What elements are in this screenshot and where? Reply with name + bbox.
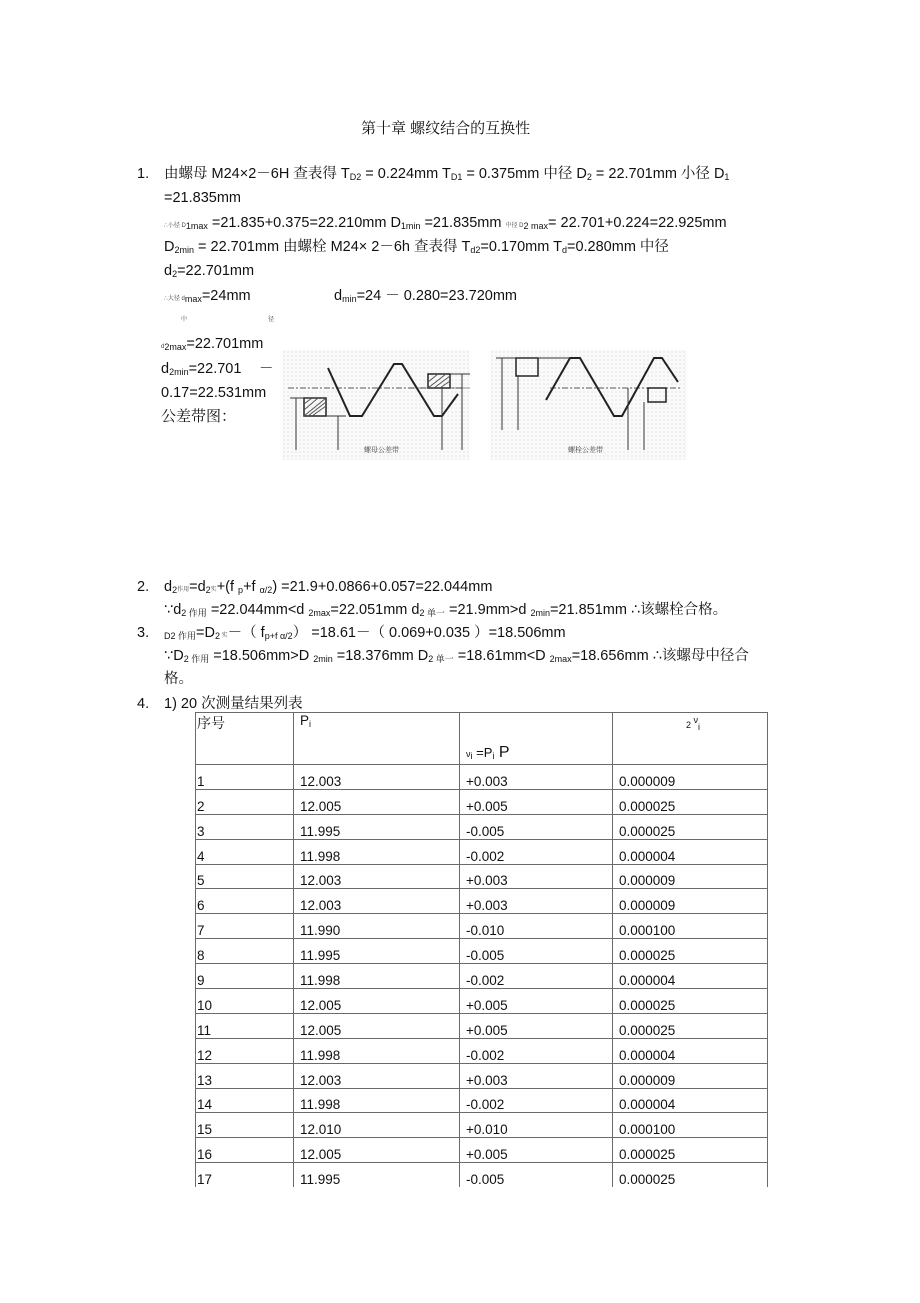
- cell-index: 11: [196, 1013, 294, 1038]
- nut-diagram-caption: 螺母公差带: [364, 447, 399, 454]
- cell-residual: +0.005: [460, 1138, 613, 1163]
- table-row: [196, 814, 768, 839]
- cell-index: 16: [196, 1138, 294, 1163]
- cell-residual: -0.002: [460, 964, 613, 989]
- table-row: [196, 839, 768, 864]
- cell-residual-squared: 0.000025: [613, 1163, 768, 1187]
- bolt-tolerance-diagram: [490, 350, 687, 460]
- cell-index: 10: [196, 989, 294, 1014]
- cell-p: 11.990: [294, 914, 460, 939]
- table-row: [196, 1138, 768, 1163]
- cell-residual: +0.003: [460, 864, 613, 889]
- problem-2-line-1: $d_2$作用$=d_2$实+(f $_p$+f $_{\alpha/2}$) =21.9+0.0866+0.057=22.044mm: [164, 579, 493, 595]
- cell-index: 7: [196, 914, 294, 939]
- header-residual: $\nu_i =P_i$ P: [460, 713, 613, 765]
- cell-residual: +0.005: [460, 989, 613, 1014]
- measurement-table: [195, 712, 768, 1187]
- cell-p: 11.998: [294, 839, 460, 864]
- page-title: 第十章 螺纹结合的互换性: [361, 120, 531, 137]
- cell-p: 12.003: [294, 765, 460, 790]
- problem-3-line-1: $_{D2 作用}=D_2$ 实－（ $f_{p+f \alpha/2}) =18.61-$（ 0.069+0.035 ）=18.506mm: [164, 625, 566, 641]
- problem-1-line-2: =21.835mm: [164, 190, 241, 206]
- cell-residual-squared: 0.000025: [613, 1138, 768, 1163]
- problem-3-line-3: 格。: [164, 671, 193, 687]
- header-index: 序号: [196, 713, 294, 765]
- cell-p: 11.995: [294, 814, 460, 839]
- table-row: [196, 864, 768, 889]
- cell-index: 8: [196, 939, 294, 964]
- table-row: [196, 1063, 768, 1088]
- problem-1-line-9: $d_{2min}=22.701$: [161, 361, 242, 377]
- cell-p: 12.005: [294, 789, 460, 814]
- cell-index: 13: [196, 1063, 294, 1088]
- cell-index: 1: [196, 765, 294, 790]
- cell-p: 11.998: [294, 964, 460, 989]
- problem-2-line-2: $\because d_{2 作用} =22.044mm<d$ $_{2max}$=22.051mm $d_{2 单一} =21.9mm>d$ $_{2min}$=21.851mm ∴该螺栓合格。: [164, 602, 728, 618]
- nut-tolerance-diagram: [282, 350, 470, 460]
- cell-residual-squared: 0.000004: [613, 964, 768, 989]
- cell-index: 15: [196, 1113, 294, 1138]
- problem-1-line-10: 0.17=22.531mm: [161, 385, 267, 401]
- cell-residual: +0.003: [460, 765, 613, 790]
- cell-residual-squared: 0.000025: [613, 939, 768, 964]
- cell-p: 12.010: [294, 1113, 460, 1138]
- cell-residual: +0.010: [460, 1113, 613, 1138]
- problem-1-line-4: $D_{2min} = 22.701mm$ 由螺栓 M24× 2－6h 查表得 $T_{d2}=0.170mm$ $T_d=0.280mm$ 中径: [164, 239, 669, 255]
- cell-index: 4: [196, 839, 294, 864]
- cell-index: 17: [196, 1163, 294, 1187]
- cell-residual-squared: 0.000100: [613, 914, 768, 939]
- problem-1-line-8: $d_{2max}=22.701mm$: [161, 336, 264, 352]
- cell-residual-squared: 0.000025: [613, 989, 768, 1014]
- cell-p: 12.005: [294, 989, 460, 1014]
- cell-residual: +0.005: [460, 1013, 613, 1038]
- cell-residual-squared: 0.000004: [613, 839, 768, 864]
- cell-index: 12: [196, 1038, 294, 1063]
- cell-residual-squared: 0.000100: [613, 1113, 768, 1138]
- table-header-row: [196, 713, 768, 765]
- table-row: [196, 1013, 768, 1038]
- table-row: [196, 789, 768, 814]
- problem-1-line-9-dash: －: [259, 361, 274, 377]
- problem-3-line-2: $\because D_{2 作用} =18.506mm>D$ $_{2min}$ =18.376mm $D_{2 单一} =18.61mm<D$ $_{2max}$=18.656mm ∴该螺母中径合: [164, 648, 749, 664]
- cell-residual: -0.002: [460, 839, 613, 864]
- cell-residual-squared: 0.000025: [613, 814, 768, 839]
- problem-1-number: 1.: [137, 166, 150, 182]
- bolt-thread-profile-icon: [490, 350, 687, 460]
- cell-residual-squared: 0.000009: [613, 1063, 768, 1088]
- cell-residual-squared: 0.000025: [613, 789, 768, 814]
- table-row: [196, 889, 768, 914]
- header-residual-squared: 2 νi: [613, 713, 768, 765]
- problem-1-line-11: 公差带图：: [161, 408, 237, 425]
- problem-2-number: 2.: [137, 579, 150, 595]
- cell-residual: +0.003: [460, 1063, 613, 1088]
- cell-p: 12.005: [294, 1013, 460, 1038]
- table-row: [196, 964, 768, 989]
- cell-residual: -0.002: [460, 1088, 613, 1113]
- cell-index: 6: [196, 889, 294, 914]
- cell-residual: -0.002: [460, 1038, 613, 1063]
- cell-residual-squared: 0.000009: [613, 889, 768, 914]
- cell-p: 12.003: [294, 864, 460, 889]
- table-row: [196, 989, 768, 1014]
- cell-p: 12.003: [294, 889, 460, 914]
- cell-residual-squared: 0.000025: [613, 1013, 768, 1038]
- cell-index: 9: [196, 964, 294, 989]
- problem-1-line-5: $d_2=22.701mm$: [164, 263, 255, 279]
- cell-p: 11.995: [294, 1163, 460, 1187]
- cell-p: 11.998: [294, 1038, 460, 1063]
- table-row: [196, 939, 768, 964]
- cell-residual-squared: 0.000009: [613, 765, 768, 790]
- cell-p: 12.003: [294, 1063, 460, 1088]
- table-row: [196, 1113, 768, 1138]
- bolt-diagram-caption: 螺栓公差带: [568, 447, 603, 454]
- cell-residual-squared: 0.000004: [613, 1088, 768, 1113]
- cell-residual: -0.005: [460, 1163, 613, 1187]
- problem-3-number: 3.: [137, 625, 150, 641]
- nut-thread-profile-icon: [282, 350, 470, 460]
- problem-1-tiny-jing: 径: [268, 317, 275, 323]
- header-p: $P_i$: [294, 713, 460, 765]
- cell-residual: -0.005: [460, 814, 613, 839]
- cell-p: 11.995: [294, 939, 460, 964]
- problem-4-number: 4.: [137, 696, 150, 712]
- cell-p: 11.998: [294, 1088, 460, 1113]
- cell-residual: -0.005: [460, 939, 613, 964]
- problem-1-line-3: ∴小径 $D_{1max} =21.835+0.375=22.210mm$ $D_{1min} =21.835mm$ 中径 $D_{2 max}= 22.701+0.224=22.925mm$: [164, 215, 727, 231]
- cell-index: 3: [196, 814, 294, 839]
- cell-index: 5: [196, 864, 294, 889]
- problem-1-line-6b: $d_{min}=24 - 0.280=23.720mm$: [334, 288, 518, 304]
- problem-1-line-6a: ∴大径 $d_{max}=24mm$: [164, 288, 251, 304]
- cell-index: 14: [196, 1088, 294, 1113]
- cell-residual-squared: 0.000009: [613, 864, 768, 889]
- table-row: [196, 765, 768, 790]
- table-row: [196, 1038, 768, 1063]
- cell-residual: +0.003: [460, 889, 613, 914]
- cell-residual-squared: 0.000004: [613, 1038, 768, 1063]
- table-row: [196, 914, 768, 939]
- cell-residual: -0.010: [460, 914, 613, 939]
- problem-4-heading: 1) 20 次测量结果列表: [164, 696, 303, 712]
- problem-1-tiny-zhong: 中: [181, 317, 188, 323]
- table-row: [196, 1163, 768, 1187]
- cell-index: 2: [196, 789, 294, 814]
- cell-p: 12.005: [294, 1138, 460, 1163]
- cell-residual: +0.005: [460, 789, 613, 814]
- problem-1-line-1: 由螺母 M24×2－6H 查表得 $T_{D2} = 0.224mm$ $T_{D1} = 0.375mm$ 中径 $D_2 = 22.701mm$ 小径 $D_1$: [164, 166, 730, 182]
- table-row: [196, 1088, 768, 1113]
